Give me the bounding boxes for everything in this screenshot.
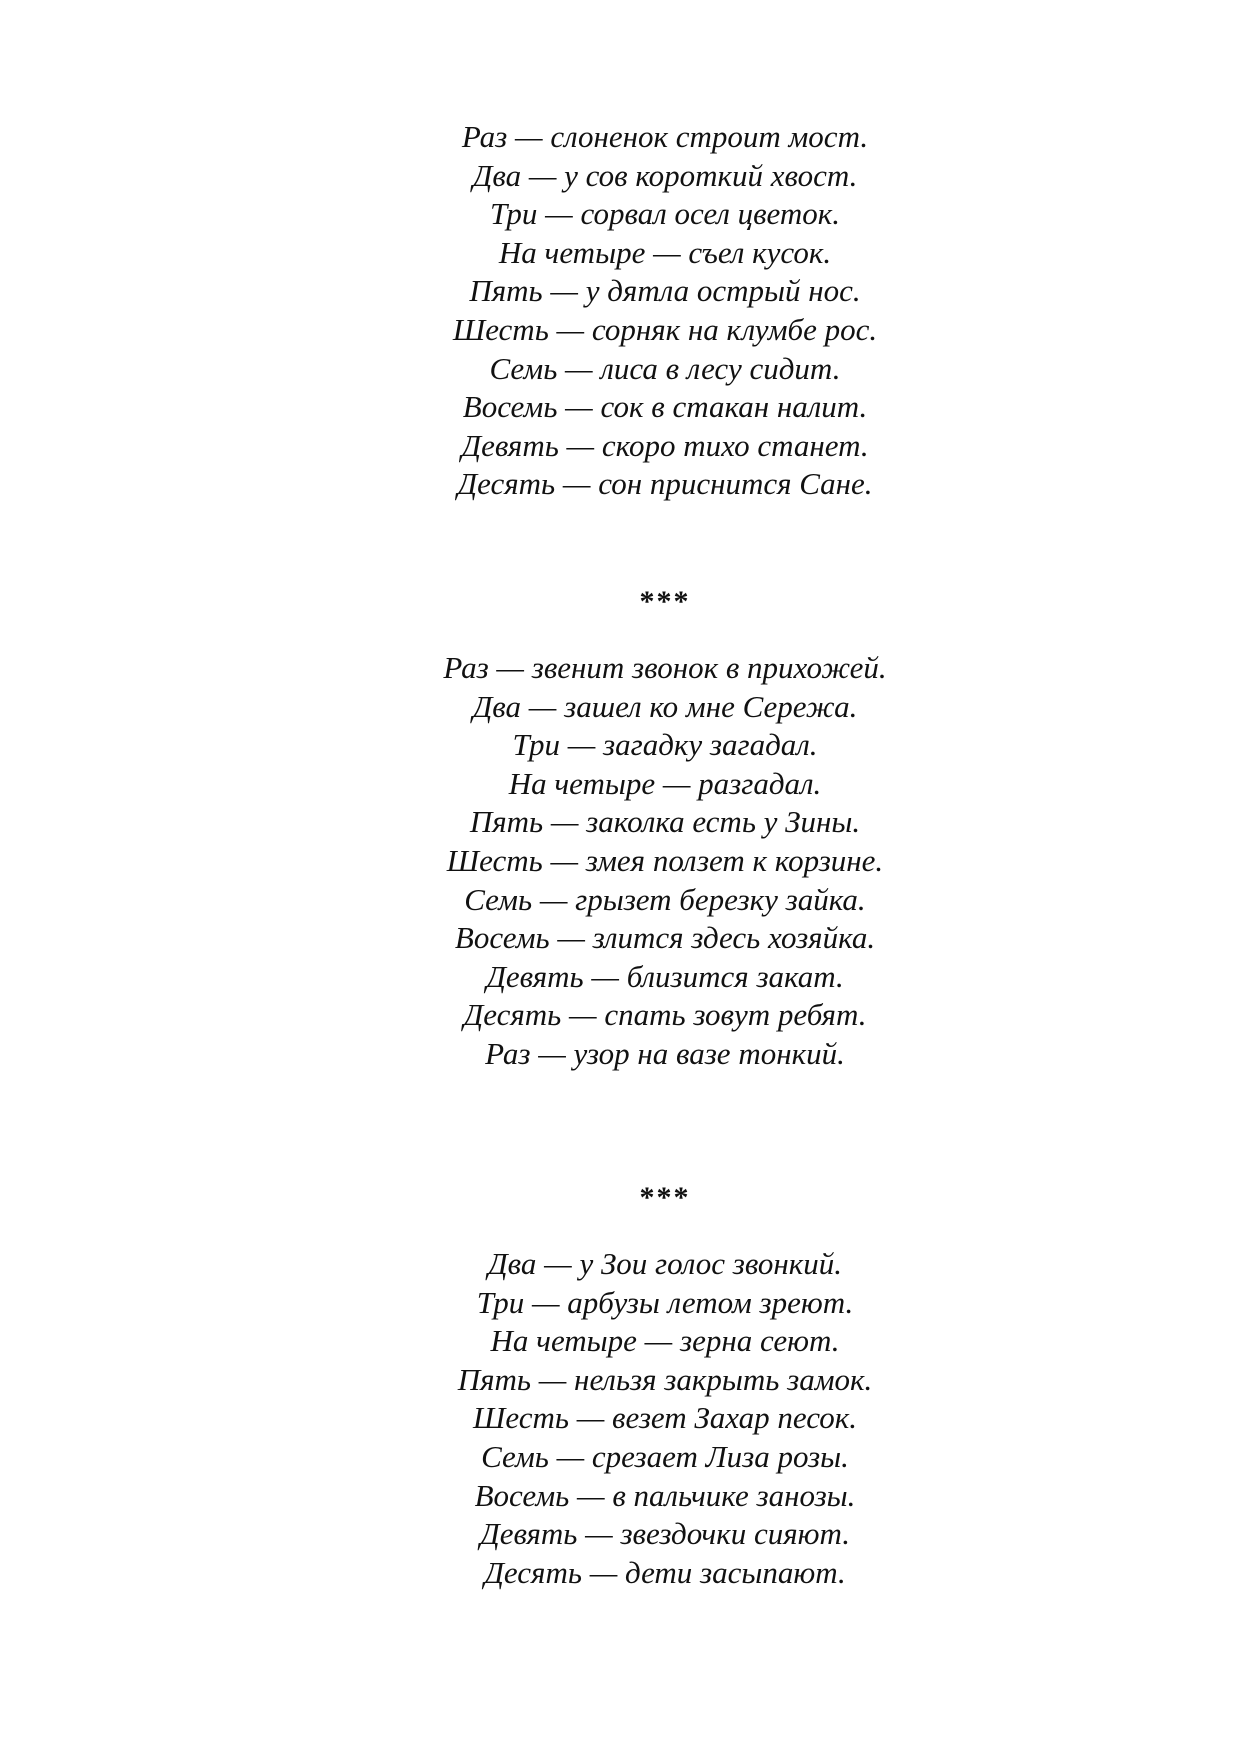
poem-line: Восемь — злится здесь хозяйка.: [454, 920, 876, 956]
poem-line: Девять — звездочки сияют.: [479, 1516, 851, 1552]
poem-line: На четыре — зерна сеют.: [490, 1323, 840, 1359]
poem-line: Три — сорвал осел цветок.: [489, 196, 841, 232]
poem-line: На четыре — съел кусок.: [498, 234, 832, 270]
poem-line: Восемь — сок в стакан налит.: [462, 389, 868, 425]
poem-line: Раз — слоненок строит мост.: [461, 119, 869, 154]
poem-line: Раз — звенит звонок в прихожей.: [443, 650, 887, 685]
poem-line: Пять — заколка есть у Зины.: [469, 804, 861, 840]
poem-1: [0, 118, 1240, 504]
section-separator: ***: [639, 585, 691, 618]
poem-line: Пять — нельзя закрыть замок.: [457, 1361, 873, 1397]
poem-line: Раз — узор на вазе тонкий.: [485, 1035, 845, 1071]
poem-2: [0, 649, 1240, 1074]
poem-line: Десять — сон приснится Сане.: [457, 466, 873, 502]
poem-line: Десять — спать зовут ребят.: [463, 997, 867, 1033]
poem-line: Два — у Зои голос звонкий.: [487, 1246, 843, 1281]
poem-line: Шесть — везет Захар песок.: [473, 1400, 857, 1436]
poem-line: Пять — у дятла острый нос.: [469, 273, 861, 309]
poem-line: Девять — скоро тихо станет.: [461, 427, 869, 463]
poem-line: Семь — лиса в лесу сидит.: [489, 350, 841, 386]
poem-line: Шесть — змея ползет к корзине.: [446, 842, 884, 878]
poem-line: Восемь — в пальчике занозы.: [474, 1477, 856, 1513]
poem-line: Семь — грызет березку зайка.: [464, 881, 866, 917]
poem-line: Семь — срезает Лиза розы.: [481, 1438, 849, 1474]
section-separator: ***: [639, 1181, 691, 1214]
poem-line: Шесть — сорняк на клумбе рос.: [452, 311, 878, 347]
poem-line: Три — арбузы летом зреют.: [476, 1284, 854, 1320]
poem-line: Два — у сов короткий хвост.: [472, 157, 858, 193]
poem-line: Два — зашел ко мне Сережа.: [472, 688, 858, 724]
poem-line: На четыре — разгадал.: [508, 765, 822, 801]
poem-line: Десять — дети засыпают.: [484, 1554, 846, 1590]
poem-3: [0, 1245, 1240, 1592]
poem-line: Три — загадку загадал.: [512, 727, 818, 763]
poem-line: Девять — близится закат.: [486, 958, 844, 994]
